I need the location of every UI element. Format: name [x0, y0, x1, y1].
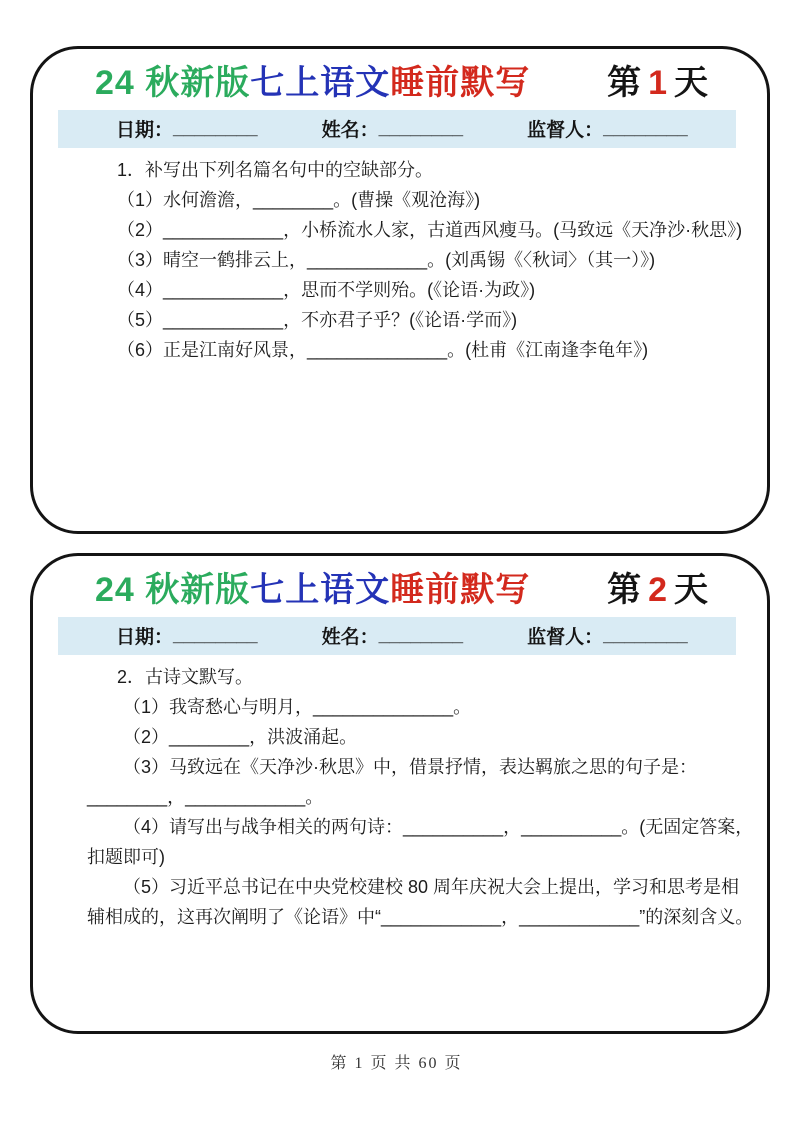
day-number: 1 — [648, 64, 668, 102]
supervisor-blank-line: ________ — [603, 117, 688, 139]
question-item: （5）____________，不亦君子乎？(《论语·学而》) — [117, 309, 518, 330]
title-subject: 七上语文 — [250, 64, 391, 102]
card-title — [33, 49, 767, 105]
supervisor-label: 监督人： — [527, 627, 604, 648]
worksheet-title — [95, 569, 530, 612]
question-item: （1）水何澹澹，________。(曹操《观沧海》) — [117, 189, 481, 210]
name-label: 姓名： — [321, 120, 379, 141]
question-item: （6）正是江南好风景，______________。(杜甫《江南逢李龟年》) — [117, 339, 649, 360]
title-edition: 24 秋新版 — [95, 571, 251, 609]
question-heading: 1．补写出下列名篇名句中的空缺部分。 — [117, 159, 434, 180]
day-number: 2 — [648, 571, 668, 609]
question-heading: 2．古诗文默写。 — [117, 666, 254, 687]
supervisor-field — [527, 115, 688, 142]
question-item: （5）习近平总书记在中央党校建校 80 周年庆祝大会上提出，学习和思考是相辅相成的，这再次阐明了《论语》中“____________，____________”的深刻含义。 — [87, 876, 754, 927]
question-item: （1）我寄愁心与明月，______________。 — [123, 696, 472, 717]
title-activity: 睡前默写 — [390, 571, 531, 609]
question-item: （4）____________，思而不学则殆。(《论语·为政》) — [117, 279, 536, 300]
info-bar — [58, 110, 736, 148]
date-blank-line: ________ — [173, 117, 258, 139]
question-body — [33, 655, 767, 932]
name-field — [322, 622, 464, 649]
worksheet-title — [95, 62, 530, 105]
title-edition: 24 秋新版 — [95, 64, 251, 102]
question-item: （3）晴空一鹤排云上，____________。(刘禹锡《〈秋词〉（其一）》) — [117, 249, 656, 270]
info-bar — [58, 617, 736, 655]
day-label — [607, 569, 709, 612]
date-label: 日期： — [116, 627, 174, 648]
worksheet-card-day1 — [30, 46, 770, 534]
worksheet-card-day2 — [30, 553, 770, 1034]
page-footer: 第 1 页 共 60 页 — [330, 1055, 463, 1072]
name-label: 姓名： — [321, 627, 379, 648]
question-body — [33, 148, 767, 365]
day-prefix: 第 — [607, 571, 643, 609]
title-activity: 睡前默写 — [390, 64, 531, 102]
supervisor-label: 监督人： — [527, 120, 604, 141]
title-subject: 七上语文 — [250, 571, 391, 609]
supervisor-field — [527, 622, 688, 649]
name-blank-line: ________ — [378, 624, 464, 646]
day-suffix: 天 — [674, 571, 709, 609]
date-label: 日期： — [116, 120, 174, 141]
question-item: （4）请写出与战争相关的两句诗：__________，__________。(无固定答案，扣题即可) — [87, 816, 754, 867]
date-field — [116, 622, 258, 649]
question-item: （3）马致远在《天净沙·秋思》中，借景抒情，表达羁旅之思的句子是：________，____________。 — [87, 756, 698, 807]
day-suffix: 天 — [674, 64, 709, 102]
day-prefix: 第 — [607, 64, 643, 102]
name-blank-line: ________ — [378, 117, 464, 139]
name-field — [322, 115, 464, 142]
card-title — [33, 556, 767, 612]
question-item: （2）____________，小桥流水人家，古道西风瘦马。(马致远《天净沙·秋思》) — [117, 219, 743, 240]
date-blank-line: ________ — [173, 624, 258, 646]
supervisor-blank-line: ________ — [603, 624, 688, 646]
question-item: （2）________，洪波涌起。 — [123, 726, 358, 747]
date-field — [116, 115, 258, 142]
day-label — [607, 62, 709, 105]
